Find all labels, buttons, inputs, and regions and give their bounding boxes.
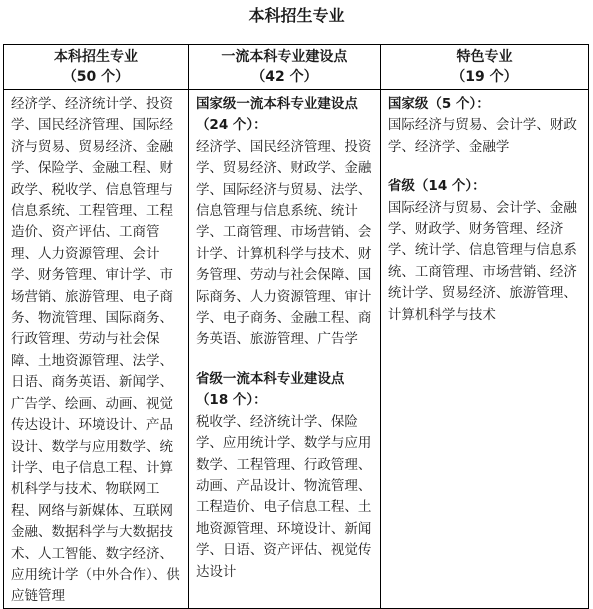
first-class-majors-cell [188,90,380,609]
undergrad-majors-cell [4,90,189,609]
table-header-row [4,45,589,90]
national-featured-heading: 国家级（5 个）： [387,96,490,112]
majors-table [3,44,589,609]
provincial-featured-heading: 省级（14 个）： [387,178,486,195]
header-featured-majors [380,45,588,90]
table-body-row [4,90,589,609]
header-undergrad-majors [4,45,189,90]
provincial-first-class-list: 税收学、经济统计学、保险学、应用统计学、数学与应用数学、工程管理、行政管理、动画、产品设计、物流管理、工程造价、电子信息工程、土地资源管理、环境设计、新闻学、日语、资产评估、视觉传达设计 [195,413,372,580]
national-first-class-list: 经济学、国民经济管理、投资学、贸易经济、财政学、金融学、国际经济与贸易、法学、信息管理与信息系统、统计学、工商管理、市场营销、会计学、计算机科学与技术、财务管理、劳动与社会保障、国际商务、人力资源管理、审计学、电子商务、金融工程、商务英语、旅游管理、广告学 [195,138,372,348]
header-label: 本科招生专业 [53,49,138,65]
undergrad-majors-list: 经济学、经济统计学、投资学、国民经济管理、国际经济与贸易、贸易经济、金融学、保险学、金融工程、财政学、税收学、信息管理与信息系统、工程管理、工程造价、资产评估、工商管理、人力资源管理、会计学、财务管理、审计学、市场营销、旅游管理、电子商务、物流管理、国际商务、行政管理、劳动与社会保障、土地资源管理、法学、日语、商务英语、新闻学、广告学、绘画、动画、视觉传达设计、环境设计、产品设计、数学与应用数学、统计学、电子信息工程、计算机科学与技术、物联网工程、网络与新媒体、互联网金融、数据科学与大数据技术、人工智能、数字经济、应用统计学（中外合作）、供应链管理 [11,96,180,605]
provincial-first-class-heading: 省级一流本科专业建设点（18 个）： [195,370,345,409]
provincial-featured-list: 国际经济与贸易、会计学、金融学、财政学、财务管理、经济学、统计学、信息管理与信息系统、工商管理、市场营销、经济统计学、贸易经济、旅游管理、计算机科学与技术 [387,199,577,323]
national-featured-list: 国际经济与贸易、会计学、财政学、经济学、金融学 [387,117,577,155]
national-first-class-heading: 国家级一流本科专业建设点（24 个）： [195,96,358,134]
header-label: 特色专业 [456,49,513,65]
header-count: （19 个） [451,69,518,85]
header-count: （50 个） [62,69,130,85]
header-label: 一流本科专业建设点 [221,49,348,65]
page-title: 本科招生专业 [248,6,345,25]
featured-majors-cell [380,90,588,609]
header-first-class-majors [188,45,380,90]
header-count: （42 个） [251,69,318,85]
